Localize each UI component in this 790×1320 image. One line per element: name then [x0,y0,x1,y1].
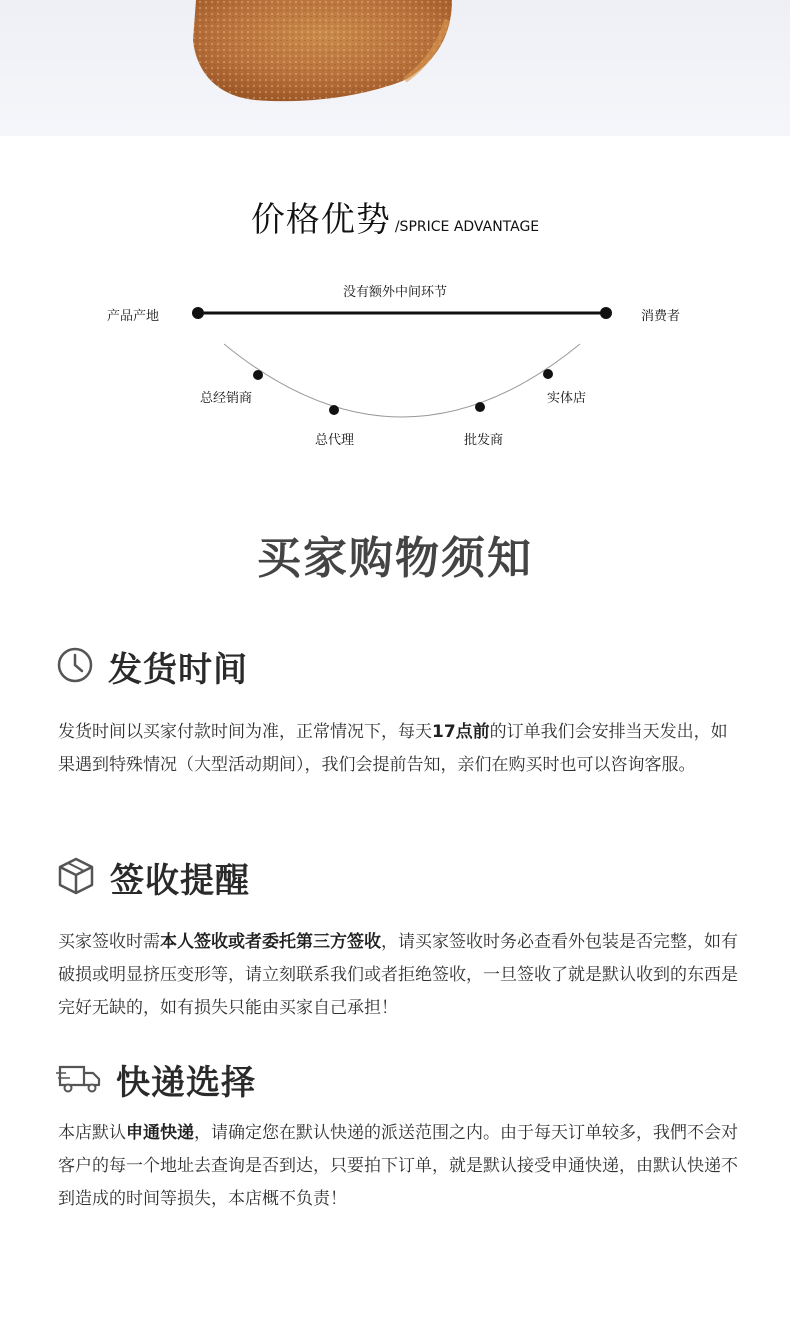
courier-text [58,1117,738,1216]
shipping-time-title: 发货时间 [108,650,248,690]
courier-text-1: 本店默认 [58,1123,126,1143]
shipping-text-1: 发货时间以买家付款时间为准，正常情况下，每天 [58,722,432,742]
receipt-title: 签收提醒 [110,861,250,901]
origin-label: 产品产地 [107,309,160,324]
clock-icon [56,646,94,688]
arc-dot-1 [253,370,263,380]
arc-dot-3 [475,402,485,412]
price-title-cn: 价格优势 [250,200,391,240]
arc-dot-4 [543,369,553,379]
dried-fruit-image [0,0,790,136]
arc-label-4: 实体店 [547,391,587,406]
consumer-label: 消费者 [641,309,681,324]
courier-text-bold: 申通快递 [126,1123,194,1143]
arc-label-1: 总经销商 [200,391,253,406]
receipt-text-2: ，请买家签收时务必查看外包装是否完整，如有破损或明显挤压变形等，请立刻联系我们或者拒绝签收，一旦签收了就是默认收到的东西是完好无缺的，如有损失只能由买家自己承担！ [58,932,738,1018]
buyer-notice-title: 买家购物须知 [257,533,533,584]
arc-label-2: 总代理 [315,433,355,448]
receipt-text-bold: 本人签收或者委托第三方签收 [160,932,381,952]
courier-text-2: ，请确定您在默认快递的派送范围之内。由于每天订单较多，我們不会对客户的每一个地址去查询是否到达，只要拍下订单，就是默认接受申通快递，由默认快递不到造成的时间等损失，本店概不负责！ [58,1123,738,1209]
box-icon [56,856,96,900]
shipping-text-2: 的订单我们会安排当天发出，如果遇到特殊情况（大型活动期间），我们会提前告知，亲们在购买时也可以咨询客服。 [58,722,728,775]
arc-label-3: 批发商 [464,433,504,448]
receipt-text-1: 买家签收时需 [58,932,160,952]
middleman-arc [224,344,580,417]
courier-heading [56,1055,256,1104]
supply-chain-lines [0,270,790,470]
courier-title: 快递选择 [116,1063,256,1103]
origin-dot [192,307,204,319]
shipping-time-text [58,716,738,782]
receipt-heading [56,853,250,902]
consumer-dot [600,307,612,319]
product-photo [0,0,790,136]
arc-dot-2 [329,405,339,415]
truck-icon [56,1061,102,1099]
price-advantage-heading [0,192,790,241]
supply-chain-diagram [0,270,790,470]
price-title-en: /SPRICE ADVANTAGE [394,219,540,235]
shipping-time-heading [56,642,248,691]
shipping-text-bold: 17点前 [432,722,490,742]
receipt-text [58,926,738,1025]
direct-line-label: 没有额外中间环节 [343,285,448,300]
